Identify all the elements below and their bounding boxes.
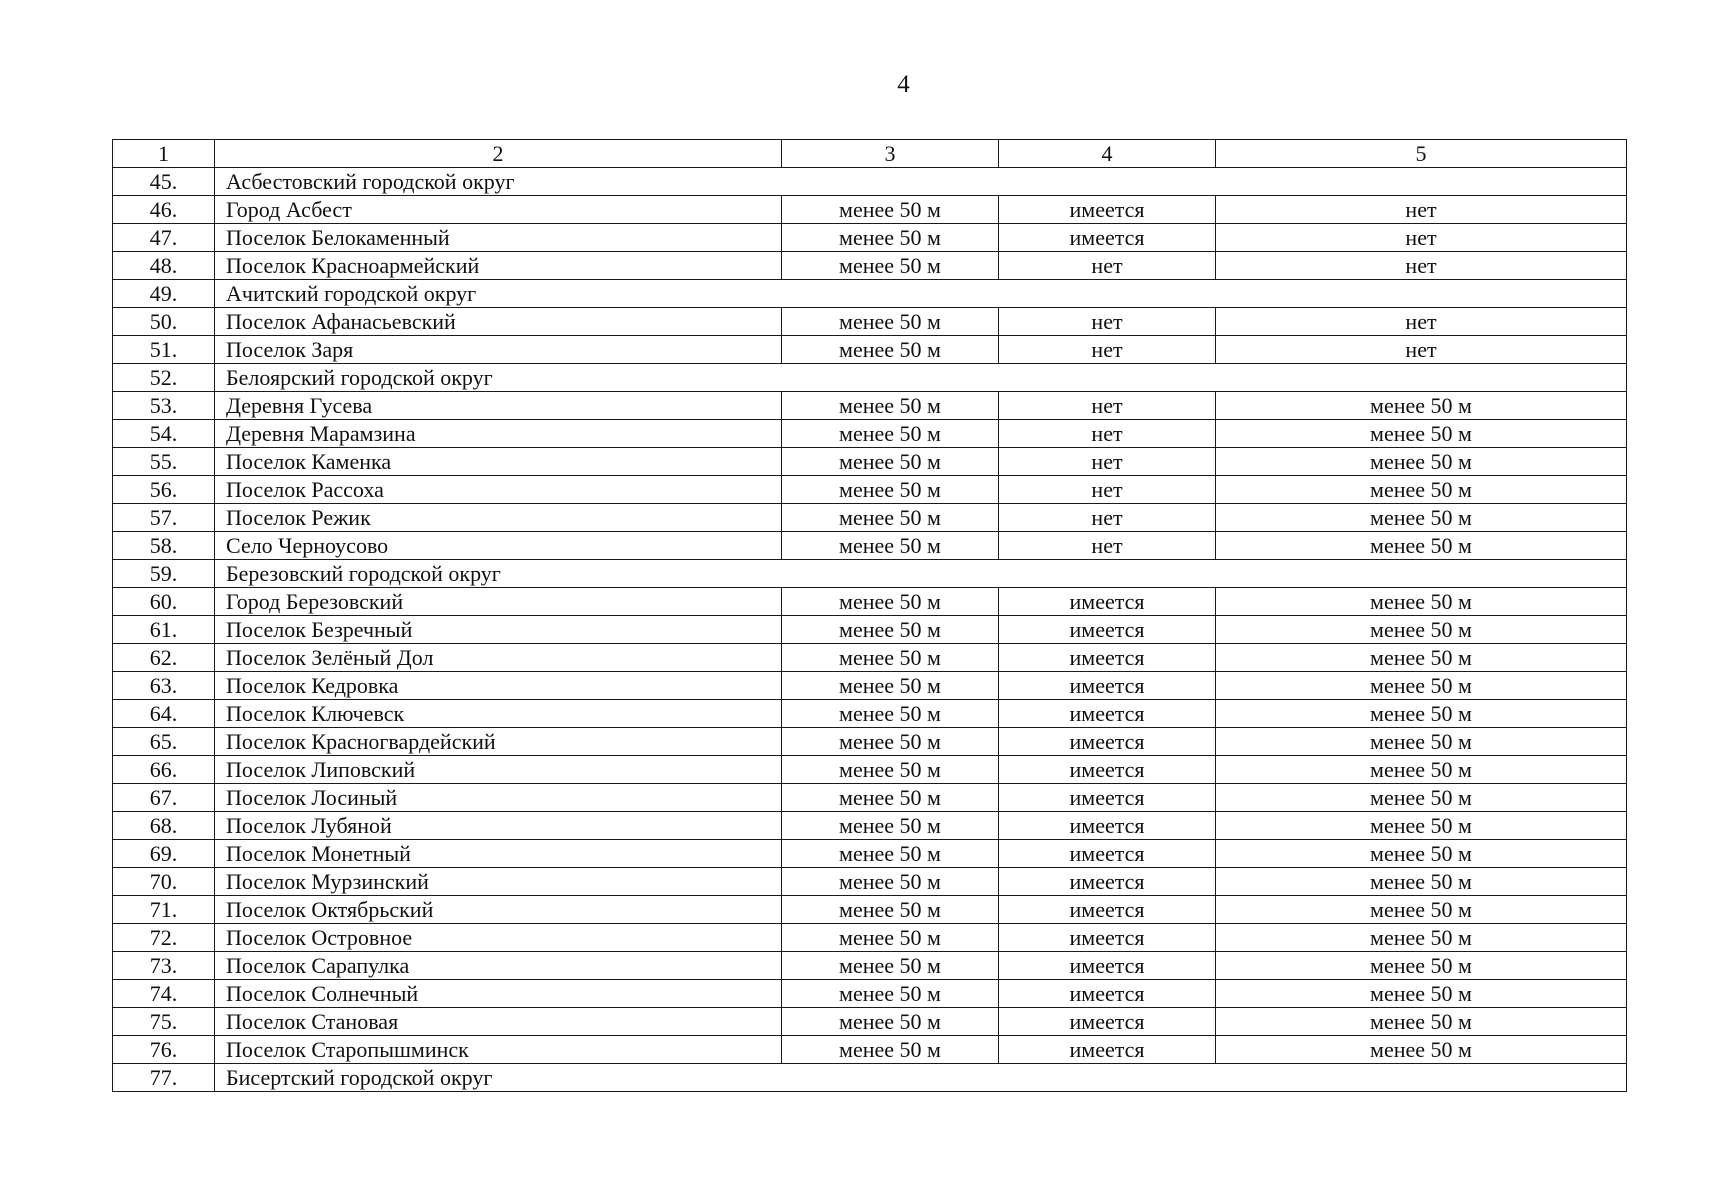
cell-c5: менее 50 м (1216, 448, 1627, 476)
cell-c4: имеется (999, 896, 1216, 924)
table-row (113, 840, 1627, 868)
settlement-name: Поселок Сарапулка (215, 952, 782, 980)
cell-c5: менее 50 м (1216, 924, 1627, 952)
cell-c4: имеется (999, 756, 1216, 784)
cell-c4: имеется (999, 980, 1216, 1008)
row-number: 51. (113, 336, 215, 364)
cell-c3: менее 50 м (782, 812, 999, 840)
table-row (113, 504, 1627, 532)
cell-c3: менее 50 м (782, 756, 999, 784)
table-row (113, 812, 1627, 840)
settlement-name: Поселок Белокаменный (215, 224, 782, 252)
settlement-name: Город Березовский (215, 588, 782, 616)
cell-c3: менее 50 м (782, 896, 999, 924)
table-row (113, 756, 1627, 784)
group-row (113, 364, 1627, 392)
table-row (113, 644, 1627, 672)
settlement-name: Поселок Рассоха (215, 476, 782, 504)
cell-c4: имеется (999, 868, 1216, 896)
cell-c4: нет (999, 420, 1216, 448)
cell-c5: менее 50 м (1216, 420, 1627, 448)
row-number: 55. (113, 448, 215, 476)
cell-c3: менее 50 м (782, 784, 999, 812)
cell-c4: имеется (999, 952, 1216, 980)
row-number: 77. (113, 1064, 215, 1092)
cell-c5: менее 50 м (1216, 1036, 1627, 1064)
row-number: 63. (113, 672, 215, 700)
cell-c4: имеется (999, 812, 1216, 840)
settlement-name: Поселок Афанасьевский (215, 308, 782, 336)
cell-c4: имеется (999, 728, 1216, 756)
cell-c5: нет (1216, 224, 1627, 252)
cell-c3: менее 50 м (782, 448, 999, 476)
row-number: 48. (113, 252, 215, 280)
row-number: 65. (113, 728, 215, 756)
cell-c5: менее 50 м (1216, 672, 1627, 700)
settlement-name: Село Черноусово (215, 532, 782, 560)
table-row (113, 588, 1627, 616)
cell-c4: имеется (999, 196, 1216, 224)
cell-c4: имеется (999, 784, 1216, 812)
cell-c5: менее 50 м (1216, 392, 1627, 420)
cell-c5: нет (1216, 336, 1627, 364)
cell-c4: имеется (999, 672, 1216, 700)
row-number: 72. (113, 924, 215, 952)
table-header-row (113, 140, 1627, 168)
table-row (113, 616, 1627, 644)
table-row (113, 868, 1627, 896)
cell-c5: менее 50 м (1216, 504, 1627, 532)
settlement-name: Поселок Красногвардейский (215, 728, 782, 756)
cell-c4: имеется (999, 924, 1216, 952)
cell-c5: нет (1216, 196, 1627, 224)
table-row (113, 980, 1627, 1008)
row-number: 74. (113, 980, 215, 1008)
settlement-name: Город Асбест (215, 196, 782, 224)
cell-c5: менее 50 м (1216, 588, 1627, 616)
table-row (113, 1036, 1627, 1064)
table-row (113, 448, 1627, 476)
settlement-name: Поселок Солнечный (215, 980, 782, 1008)
cell-c3: менее 50 м (782, 504, 999, 532)
table-row (113, 252, 1627, 280)
cell-c3: менее 50 м (782, 728, 999, 756)
cell-c5: менее 50 м (1216, 616, 1627, 644)
settlement-name: Поселок Зелёный Дол (215, 644, 782, 672)
row-number: 73. (113, 952, 215, 980)
cell-c3: менее 50 м (782, 980, 999, 1008)
cell-c5: менее 50 м (1216, 840, 1627, 868)
group-title: Белоярский городской округ (215, 364, 1627, 392)
table-row (113, 1008, 1627, 1036)
cell-c3: менее 50 м (782, 532, 999, 560)
row-number: 56. (113, 476, 215, 504)
cell-c4: имеется (999, 644, 1216, 672)
row-number: 67. (113, 784, 215, 812)
cell-c3: менее 50 м (782, 700, 999, 728)
cell-c5: менее 50 м (1216, 812, 1627, 840)
table-row (113, 224, 1627, 252)
cell-c4: нет (999, 448, 1216, 476)
table-row (113, 896, 1627, 924)
cell-c5: менее 50 м (1216, 952, 1627, 980)
settlement-name: Поселок Октябрьский (215, 896, 782, 924)
header-cell-4: 4 (999, 140, 1216, 168)
row-number: 58. (113, 532, 215, 560)
settlement-name: Поселок Кедровка (215, 672, 782, 700)
cell-c4: нет (999, 252, 1216, 280)
settlement-name: Поселок Лосиный (215, 784, 782, 812)
cell-c5: менее 50 м (1216, 700, 1627, 728)
cell-c4: нет (999, 336, 1216, 364)
cell-c3: менее 50 м (782, 924, 999, 952)
row-number: 50. (113, 308, 215, 336)
cell-c5: менее 50 м (1216, 644, 1627, 672)
row-number: 52. (113, 364, 215, 392)
row-number: 53. (113, 392, 215, 420)
cell-c3: менее 50 м (782, 420, 999, 448)
settlement-name: Поселок Заря (215, 336, 782, 364)
table-row (113, 924, 1627, 952)
settlements-table (112, 139, 1627, 1092)
settlement-name: Поселок Монетный (215, 840, 782, 868)
table-row (113, 196, 1627, 224)
table-row (113, 532, 1627, 560)
row-number: 64. (113, 700, 215, 728)
cell-c3: менее 50 м (782, 840, 999, 868)
header-cell-1: 1 (113, 140, 215, 168)
cell-c4: имеется (999, 1008, 1216, 1036)
header-cell-2: 2 (215, 140, 782, 168)
cell-c5: менее 50 м (1216, 868, 1627, 896)
row-number: 76. (113, 1036, 215, 1064)
header-cell-5: 5 (1216, 140, 1627, 168)
table-row (113, 728, 1627, 756)
cell-c5: менее 50 м (1216, 896, 1627, 924)
cell-c3: менее 50 м (782, 308, 999, 336)
table-row (113, 420, 1627, 448)
row-number: 60. (113, 588, 215, 616)
group-row (113, 280, 1627, 308)
row-number: 47. (113, 224, 215, 252)
table-row (113, 700, 1627, 728)
group-title: Асбестовский городской округ (215, 168, 1627, 196)
cell-c5: менее 50 м (1216, 1008, 1627, 1036)
row-number: 68. (113, 812, 215, 840)
cell-c5: менее 50 м (1216, 532, 1627, 560)
cell-c3: менее 50 м (782, 1036, 999, 1064)
cell-c4: имеется (999, 224, 1216, 252)
cell-c4: имеется (999, 700, 1216, 728)
cell-c5: менее 50 м (1216, 784, 1627, 812)
settlement-name: Деревня Марамзина (215, 420, 782, 448)
settlement-name: Поселок Островное (215, 924, 782, 952)
row-number: 45. (113, 168, 215, 196)
cell-c3: менее 50 м (782, 672, 999, 700)
cell-c5: менее 50 м (1216, 728, 1627, 756)
settlement-name: Поселок Липовский (215, 756, 782, 784)
cell-c4: нет (999, 532, 1216, 560)
cell-c3: менее 50 м (782, 868, 999, 896)
row-number: 57. (113, 504, 215, 532)
row-number: 49. (113, 280, 215, 308)
table-row (113, 952, 1627, 980)
row-number: 61. (113, 616, 215, 644)
row-number: 75. (113, 1008, 215, 1036)
cell-c3: менее 50 м (782, 644, 999, 672)
row-number: 66. (113, 756, 215, 784)
cell-c4: нет (999, 308, 1216, 336)
cell-c3: менее 50 м (782, 952, 999, 980)
cell-c5: менее 50 м (1216, 476, 1627, 504)
cell-c3: менее 50 м (782, 392, 999, 420)
settlement-name: Деревня Гусева (215, 392, 782, 420)
cell-c3: менее 50 м (782, 588, 999, 616)
cell-c5: нет (1216, 308, 1627, 336)
table-row (113, 308, 1627, 336)
settlement-name: Поселок Красноармейский (215, 252, 782, 280)
cell-c4: имеется (999, 588, 1216, 616)
settlement-name: Поселок Становая (215, 1008, 782, 1036)
cell-c4: нет (999, 504, 1216, 532)
table-body (113, 140, 1627, 1092)
cell-c4: имеется (999, 840, 1216, 868)
table-row (113, 336, 1627, 364)
cell-c3: менее 50 м (782, 196, 999, 224)
settlement-name: Поселок Режик (215, 504, 782, 532)
cell-c5: менее 50 м (1216, 980, 1627, 1008)
group-title: Ачитский городской округ (215, 280, 1627, 308)
table-row (113, 672, 1627, 700)
cell-c3: менее 50 м (782, 336, 999, 364)
cell-c4: имеется (999, 1036, 1216, 1064)
group-title: Бисертский городской округ (215, 1064, 1627, 1092)
group-title: Березовский городской округ (215, 560, 1627, 588)
row-number: 69. (113, 840, 215, 868)
cell-c3: менее 50 м (782, 476, 999, 504)
page-number: 4 (897, 71, 910, 98)
settlement-name: Поселок Ключевск (215, 700, 782, 728)
group-row (113, 1064, 1627, 1092)
cell-c5: менее 50 м (1216, 756, 1627, 784)
settlement-name: Поселок Каменка (215, 448, 782, 476)
row-number: 59. (113, 560, 215, 588)
cell-c4: нет (999, 392, 1216, 420)
settlement-name: Поселок Безречный (215, 616, 782, 644)
cell-c3: менее 50 м (782, 252, 999, 280)
row-number: 54. (113, 420, 215, 448)
cell-c5: нет (1216, 252, 1627, 280)
row-number: 71. (113, 896, 215, 924)
table-row (113, 392, 1627, 420)
row-number: 46. (113, 196, 215, 224)
settlement-name: Поселок Мурзинский (215, 868, 782, 896)
group-row (113, 560, 1627, 588)
cell-c3: менее 50 м (782, 224, 999, 252)
table-row (113, 476, 1627, 504)
group-row (113, 168, 1627, 196)
settlement-name: Поселок Старопышминск (215, 1036, 782, 1064)
row-number: 62. (113, 644, 215, 672)
cell-c3: менее 50 м (782, 1008, 999, 1036)
table-row (113, 784, 1627, 812)
header-cell-3: 3 (782, 140, 999, 168)
settlement-name: Поселок Лубяной (215, 812, 782, 840)
cell-c4: нет (999, 476, 1216, 504)
cell-c4: имеется (999, 616, 1216, 644)
row-number: 70. (113, 868, 215, 896)
cell-c3: менее 50 м (782, 616, 999, 644)
